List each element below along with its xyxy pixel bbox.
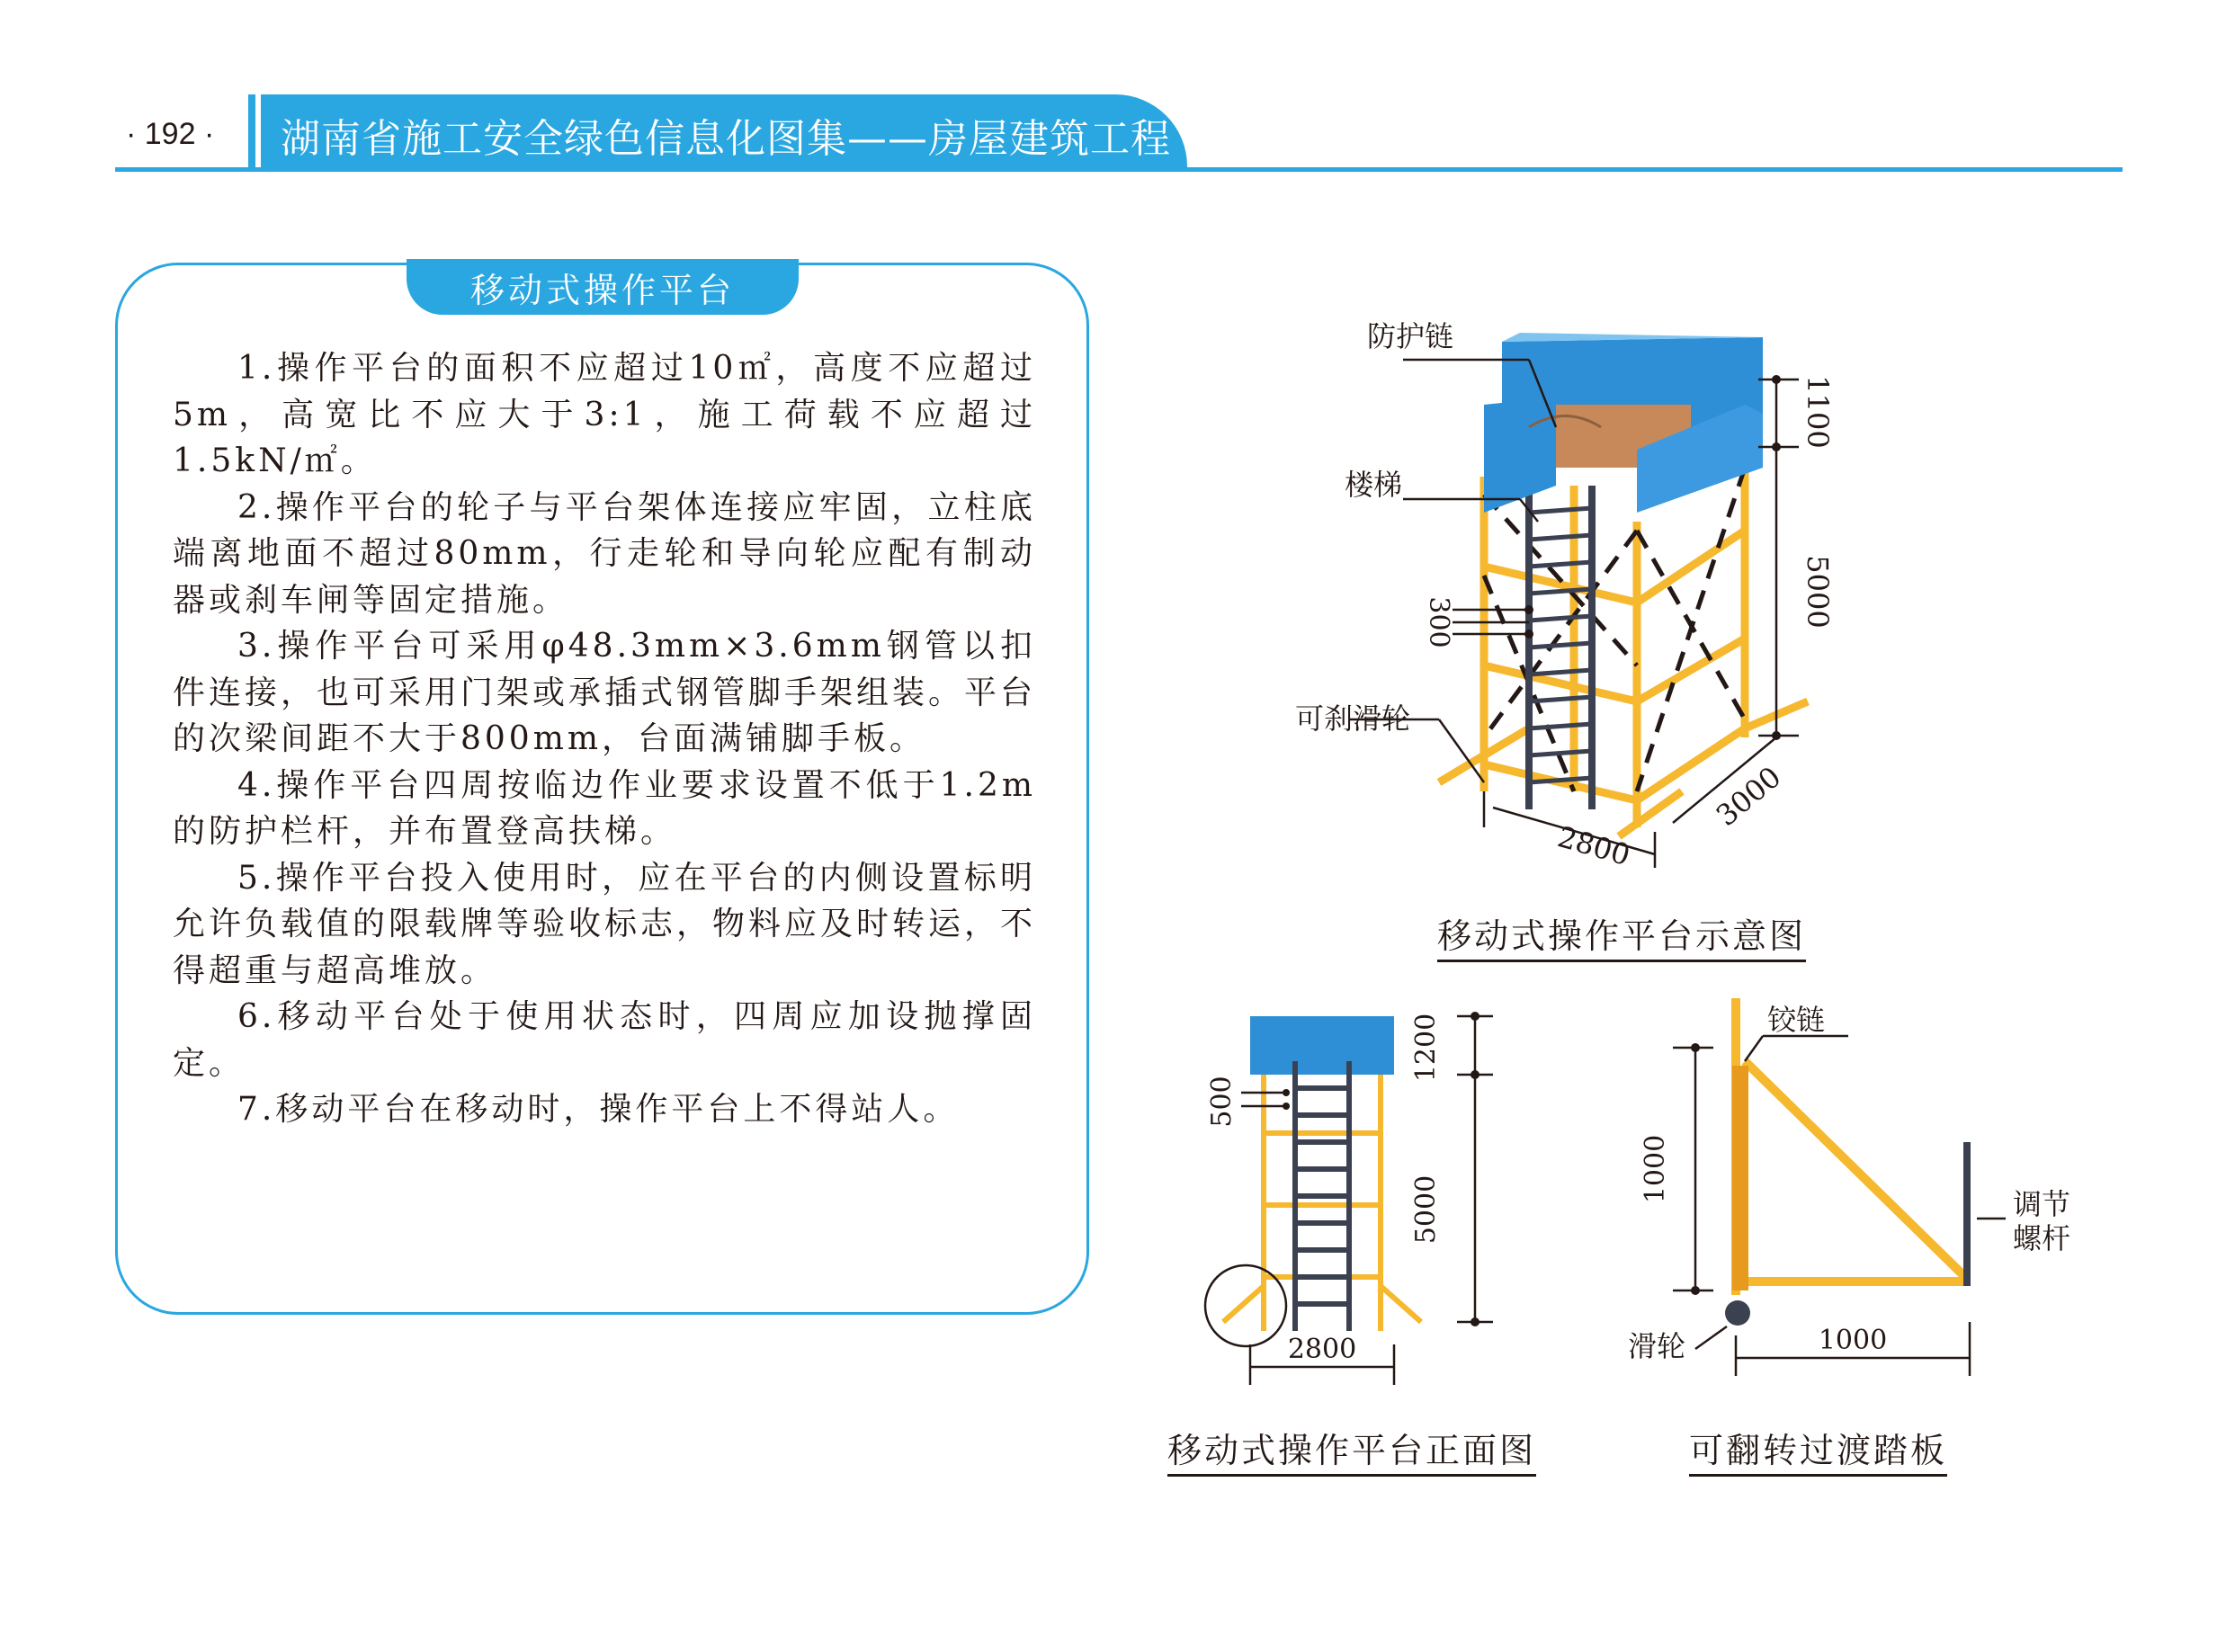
dim-height: 5000	[1801, 555, 1835, 629]
front-dim-height: 5000	[1410, 1174, 1442, 1245]
adjust-screw	[1963, 1142, 1971, 1286]
label-ladder: 楼梯	[1345, 468, 1403, 502]
rule-item: 4.操作平台四周按临边作业要求设置不低于1.2m的防护栏杆，并布置登高扶梯。	[173, 766, 1036, 850]
dim-width: 2800	[1553, 819, 1634, 873]
rule-item: 6.移动平台处于使用状态时，四周应加设抛撑固定。	[173, 998, 1036, 1082]
iso-guard-left	[1484, 400, 1556, 513]
front-caption: 移动式操作平台正面图	[1167, 1423, 1536, 1477]
label-chain: 防护链	[1367, 319, 1454, 353]
page-number: · 192 ·	[126, 117, 215, 151]
iso-cross-braces	[1484, 468, 1745, 791]
front-dim-rung: 500	[1206, 1076, 1238, 1128]
section-title: 移动式操作平台	[469, 271, 735, 310]
rules-list	[173, 345, 1036, 1133]
board-dim-width: 1000	[1818, 1325, 1888, 1356]
rule-item: 1.操作平台的面积不应超过10㎡，高度不应超过5m，高宽比不应大于3:1，施工荷载不应超过1.5kN/㎡。	[173, 350, 1036, 479]
label-hinge: 铰链	[1767, 1003, 1826, 1037]
board-caption: 可翻转过渡踏板	[1689, 1423, 1947, 1477]
board-wheel	[1725, 1300, 1750, 1326]
board-frame	[1736, 998, 1970, 1295]
rule-item: 2.操作平台的轮子与平台架体连接应牢固，立柱底端离地面不超过80mm，行走轮和导向轮应配有制动器或刹车闸等固定措施。	[173, 488, 1036, 619]
iso-platform-diagram	[1259, 306, 2069, 881]
book-title: 湖南省施工安全绿色信息化图集——房屋建筑工程	[281, 116, 1171, 162]
front-view-diagram	[1196, 989, 1538, 1394]
label-board-wheel: 滑轮	[1628, 1329, 1686, 1363]
front-guard	[1250, 1016, 1394, 1075]
rule-item: 7.移动平台在移动时，操作平台上不得站人。	[237, 1091, 960, 1128]
iso-caption: 移动式操作平台示意图	[1437, 908, 1806, 962]
dim-depth: 3000	[1709, 759, 1788, 834]
label-wheel: 可刹滑轮	[1295, 701, 1411, 736]
board-dim-height: 1000	[1640, 1134, 1671, 1204]
header-separator	[248, 94, 255, 172]
front-dim-width: 2800	[1287, 1334, 1357, 1365]
dim-rung: 300	[1423, 596, 1454, 648]
dim-guard: 1100	[1801, 375, 1835, 449]
iso-ladder-rungs	[1529, 508, 1592, 782]
board-plate	[1732, 1066, 1748, 1290]
label-screw-2: 螺杆	[2013, 1221, 2071, 1255]
rule-item: 3.操作平台可采用φ48.3mm×3.6mm钢管以扣件连接，也可采用门架或承插式钢管脚手架组装。平台的次梁间距不大于800mm，台面满铺脚手板。	[173, 628, 1037, 757]
label-screw-1: 调节	[2013, 1187, 2071, 1221]
front-ladder	[1295, 1061, 1349, 1331]
board-diagram	[1610, 980, 2096, 1394]
wheel-detail-circle	[1205, 1265, 1286, 1346]
front-dim-guard: 1200	[1410, 1013, 1442, 1083]
rule-item: 5.操作平台投入使用时，应在平台的内侧设置标明允许负载值的限载牌等验收标志，物料应及时转运，不得超重与超高堆放。	[173, 859, 1037, 989]
